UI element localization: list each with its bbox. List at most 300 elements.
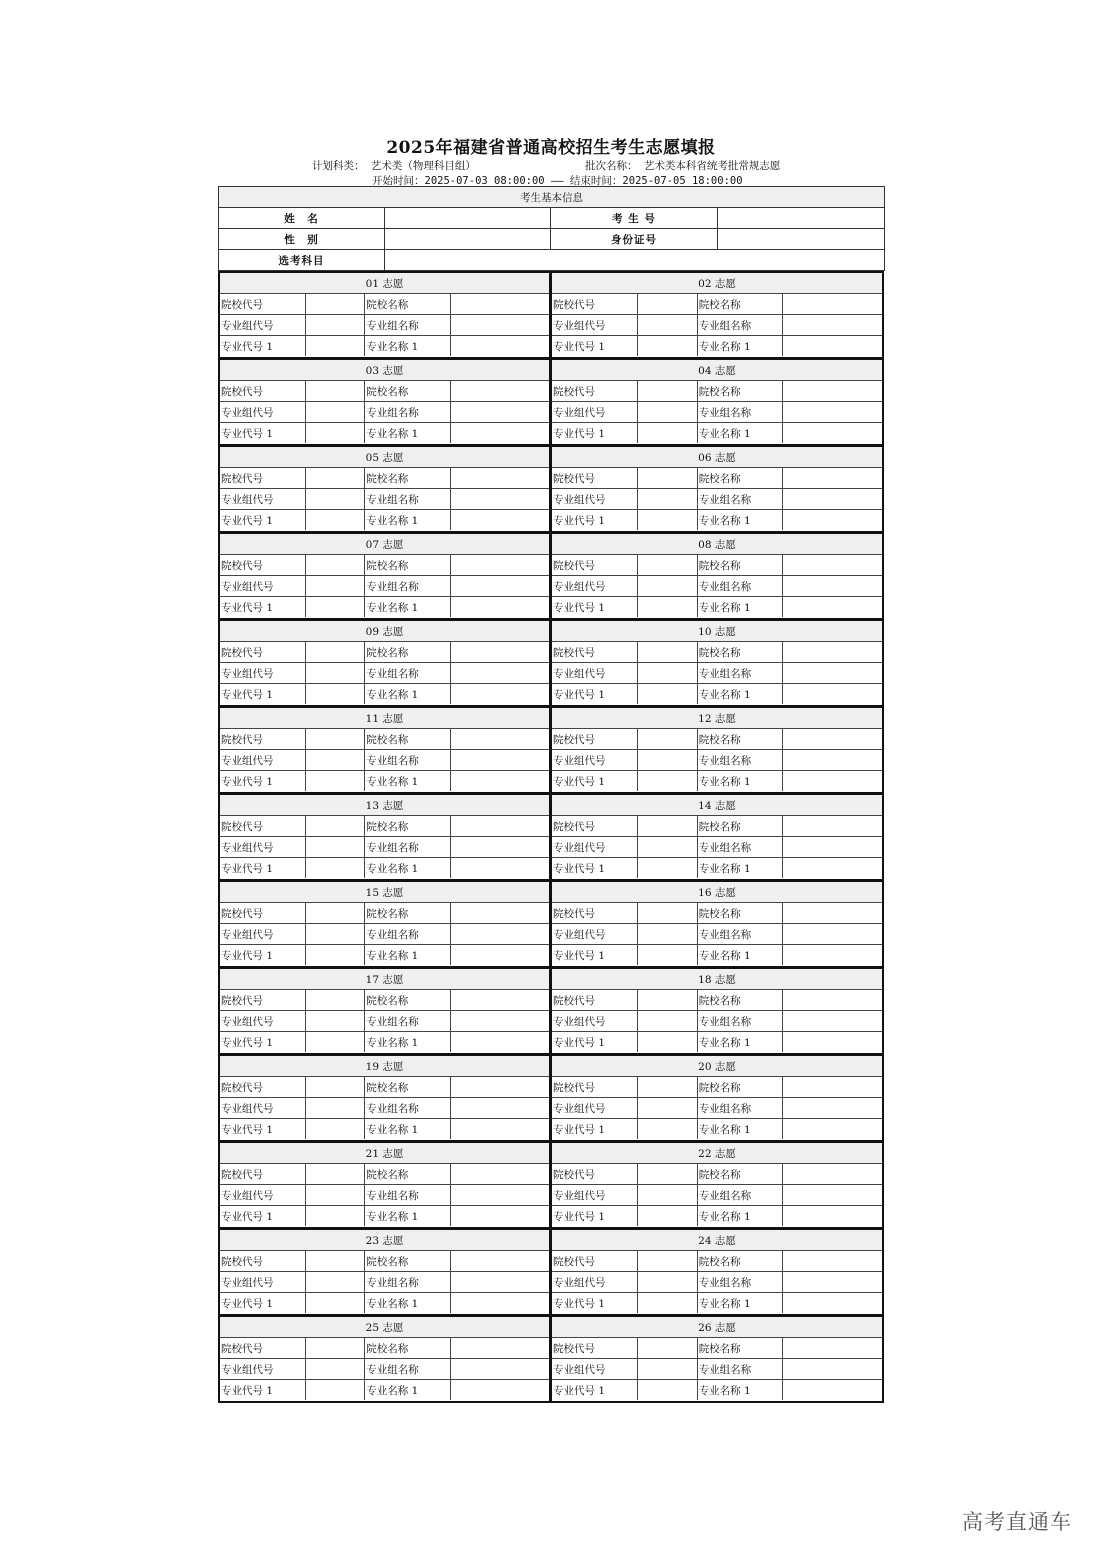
wish-table (552, 795, 882, 878)
major-name-field[interactable] (783, 1293, 882, 1314)
major-name-field[interactable] (450, 423, 549, 444)
major-name-field[interactable] (783, 423, 882, 444)
group-code-field[interactable] (306, 663, 365, 684)
major-code-field[interactable] (306, 423, 365, 444)
group-name-label: 专业组名称 (365, 402, 451, 423)
school-name-field[interactable] (450, 555, 549, 576)
school-name-field[interactable] (783, 990, 882, 1011)
group-name-label: 专业组名称 (697, 663, 783, 684)
major-name-label: 专业名称 1 (697, 1293, 783, 1314)
major-name-label: 专业名称 1 (697, 858, 783, 879)
wish-header (220, 1230, 549, 1251)
wish-header (552, 1230, 882, 1251)
school-code-label: 院校代号 (552, 642, 638, 663)
group-name-label: 专业组名称 (365, 315, 451, 336)
school-name-field[interactable] (783, 903, 882, 924)
school-code-field[interactable] (306, 468, 365, 489)
group-code-label: 专业组代号 (220, 1011, 306, 1032)
group-code-label: 专业组代号 (220, 402, 306, 423)
school-code-field[interactable] (306, 1338, 365, 1359)
school-name-field[interactable] (450, 381, 549, 402)
group-name-field[interactable] (450, 663, 549, 684)
school-code-label: 院校代号 (220, 1251, 306, 1272)
school-name-field[interactable] (450, 816, 549, 837)
group-name-field[interactable] (450, 924, 549, 945)
group-name-field[interactable] (783, 1011, 882, 1032)
group-name-label: 专业组名称 (365, 576, 451, 597)
school-name-field[interactable] (450, 1338, 549, 1359)
major-name-field[interactable] (783, 858, 882, 879)
wish-number: 24 (698, 1234, 712, 1247)
group-code-field[interactable] (638, 750, 697, 771)
school-code-field[interactable] (638, 1338, 697, 1359)
name-label: 姓 名 (219, 208, 385, 229)
major-name-field[interactable] (450, 1032, 549, 1053)
group-code-field[interactable] (306, 924, 365, 945)
school-code-field[interactable] (306, 555, 365, 576)
major-name-field[interactable] (783, 1032, 882, 1053)
major-name-field[interactable] (450, 771, 549, 792)
school-name-field[interactable] (783, 1251, 882, 1272)
school-name-field[interactable] (783, 729, 882, 750)
group-code-field[interactable] (306, 750, 365, 771)
wish-table (552, 1230, 882, 1313)
time-separator: —— (550, 175, 564, 187)
group-code-label: 专业组代号 (220, 924, 306, 945)
major-code-field[interactable] (306, 1032, 365, 1053)
major-name-label: 专业名称 1 (697, 1206, 783, 1227)
school-name-label: 院校名称 (697, 903, 783, 924)
school-code-field[interactable] (306, 642, 365, 663)
wish-block (218, 967, 551, 1055)
school-name-label: 院校名称 (697, 294, 783, 315)
wish-suffix: 志愿 (382, 364, 404, 377)
school-code-field[interactable] (306, 1077, 365, 1098)
wish-suffix: 志愿 (714, 1321, 736, 1334)
major-code-field[interactable] (638, 1119, 697, 1140)
group-name-field[interactable] (450, 837, 549, 858)
id-number-field[interactable] (718, 229, 885, 250)
group-code-field[interactable] (638, 315, 697, 336)
group-name-label: 专业组名称 (365, 489, 451, 510)
group-code-field[interactable] (638, 1359, 697, 1380)
school-code-field[interactable] (306, 903, 365, 924)
group-name-label: 专业组名称 (365, 1185, 451, 1206)
school-name-field[interactable] (450, 1164, 549, 1185)
group-name-field[interactable] (783, 1098, 882, 1119)
wish-number: 18 (698, 973, 712, 986)
school-code-label: 院校代号 (220, 642, 306, 663)
wish-table (552, 1056, 882, 1139)
group-code-field[interactable] (638, 837, 697, 858)
subjects-label: 选考科目 (219, 250, 385, 271)
group-code-field[interactable] (638, 663, 697, 684)
major-name-field[interactable] (450, 597, 549, 618)
application-form (218, 186, 884, 1403)
wish-suffix: 志愿 (382, 712, 404, 725)
major-code-field[interactable] (306, 597, 365, 618)
group-name-label: 专业组名称 (697, 315, 783, 336)
major-code-field[interactable] (638, 423, 697, 444)
group-name-field[interactable] (450, 1098, 549, 1119)
major-name-label: 专业名称 1 (697, 336, 783, 357)
group-name-field[interactable] (783, 750, 882, 771)
major-code-field[interactable] (306, 336, 365, 357)
major-code-field[interactable] (638, 597, 697, 618)
school-code-label: 院校代号 (552, 1164, 638, 1185)
group-code-field[interactable] (638, 1272, 697, 1293)
group-name-field[interactable] (450, 315, 549, 336)
wish-suffix: 志愿 (714, 451, 736, 464)
major-name-field[interactable] (783, 510, 882, 531)
major-name-field[interactable] (450, 684, 549, 705)
wish-table (220, 360, 549, 443)
school-code-label: 院校代号 (220, 1077, 306, 1098)
major-name-field[interactable] (783, 597, 882, 618)
group-code-field[interactable] (638, 1185, 697, 1206)
major-name-field[interactable] (450, 1119, 549, 1140)
wish-block (550, 793, 884, 881)
wish-number: 20 (698, 1060, 712, 1073)
school-code-field[interactable] (638, 1251, 697, 1272)
school-code-field[interactable] (638, 1164, 697, 1185)
end-time-label: 结束时间： (569, 175, 623, 187)
major-name-field[interactable] (783, 1380, 882, 1401)
major-name-label: 专业名称 1 (365, 945, 451, 966)
wish-block (550, 1054, 884, 1142)
major-code-label: 专业代号 1 (220, 771, 306, 792)
major-name-label: 专业名称 1 (365, 423, 451, 444)
wish-block (550, 1141, 884, 1229)
major-name-field[interactable] (450, 1293, 549, 1314)
major-name-field[interactable] (783, 684, 882, 705)
wish-grid (218, 272, 884, 1403)
major-name-field[interactable] (450, 1206, 549, 1227)
school-name-field[interactable] (450, 990, 549, 1011)
school-code-field[interactable] (306, 1251, 365, 1272)
school-name-label: 院校名称 (697, 729, 783, 750)
wish-block (218, 445, 551, 533)
major-name-label: 专业名称 1 (697, 945, 783, 966)
wish-number: 03 (365, 364, 380, 377)
major-name-field[interactable] (783, 771, 882, 792)
group-code-field[interactable] (306, 315, 365, 336)
school-name-label: 院校名称 (365, 816, 451, 837)
school-code-field[interactable] (638, 1077, 697, 1098)
wish-suffix: 志愿 (714, 1147, 736, 1160)
school-code-field[interactable] (306, 729, 365, 750)
group-code-field[interactable] (306, 1272, 365, 1293)
major-name-field[interactable] (783, 336, 882, 357)
school-code-label: 院校代号 (552, 729, 638, 750)
wish-number: 26 (698, 1321, 712, 1334)
group-name-field[interactable] (783, 1272, 882, 1293)
school-name-field[interactable] (783, 1338, 882, 1359)
group-code-field[interactable] (306, 1185, 365, 1206)
group-code-label: 专业组代号 (220, 1185, 306, 1206)
group-code-field[interactable] (638, 576, 697, 597)
group-code-field[interactable] (638, 402, 697, 423)
major-code-field[interactable] (638, 684, 697, 705)
group-name-field[interactable] (450, 576, 549, 597)
major-code-field[interactable] (306, 858, 365, 879)
wish-header (220, 795, 549, 816)
wish-suffix: 志愿 (714, 625, 736, 638)
wish-number: 05 (365, 451, 380, 464)
exam-no-field[interactable] (718, 208, 885, 229)
school-code-field[interactable] (638, 555, 697, 576)
major-code-field[interactable] (306, 1206, 365, 1227)
school-code-field[interactable] (638, 642, 697, 663)
wish-header (552, 360, 882, 381)
school-code-field[interactable] (638, 729, 697, 750)
school-name-field[interactable] (450, 903, 549, 924)
group-name-field[interactable] (783, 663, 882, 684)
major-code-field[interactable] (306, 684, 365, 705)
group-name-label: 专业组名称 (697, 1098, 783, 1119)
school-name-field[interactable] (783, 642, 882, 663)
major-code-label: 专业代号 1 (552, 423, 638, 444)
subjects-field[interactable] (385, 250, 885, 271)
group-code-field[interactable] (306, 1011, 365, 1032)
school-code-field[interactable] (638, 816, 697, 837)
batch-name (585, 158, 780, 173)
wish-block (550, 1228, 884, 1316)
group-code-field[interactable] (306, 489, 365, 510)
major-code-field[interactable] (306, 945, 365, 966)
group-name-field[interactable] (783, 837, 882, 858)
wish-table (552, 447, 882, 530)
group-code-label: 专业组代号 (220, 1272, 306, 1293)
major-code-label: 专业代号 1 (220, 945, 306, 966)
major-code-field[interactable] (306, 1293, 365, 1314)
major-code-field[interactable] (638, 1293, 697, 1314)
wish-header (220, 534, 549, 555)
school-name-label: 院校名称 (365, 729, 451, 750)
group-name-field[interactable] (783, 489, 882, 510)
group-name-field[interactable] (783, 924, 882, 945)
wish-number: 06 (698, 451, 712, 464)
school-code-field[interactable] (638, 903, 697, 924)
major-code-field[interactable] (638, 1380, 697, 1401)
school-name-field[interactable] (783, 1164, 882, 1185)
wish-suffix: 志愿 (382, 277, 404, 290)
group-code-label: 专业组代号 (220, 1098, 306, 1119)
group-name-field[interactable] (450, 402, 549, 423)
school-name-label: 院校名称 (697, 1164, 783, 1185)
wish-header (220, 969, 549, 990)
group-code-field[interactable] (638, 1011, 697, 1032)
major-code-label: 专业代号 1 (220, 1293, 306, 1314)
school-code-label: 院校代号 (220, 903, 306, 924)
school-name-field[interactable] (783, 468, 882, 489)
school-name-field[interactable] (450, 294, 549, 315)
wish-number: 01 (365, 277, 380, 290)
major-code-field[interactable] (306, 771, 365, 792)
major-name-field[interactable] (783, 945, 882, 966)
major-name-label: 专业名称 1 (365, 336, 451, 357)
school-code-field[interactable] (306, 990, 365, 1011)
major-code-label: 专业代号 1 (220, 423, 306, 444)
group-name-label: 专业组名称 (697, 489, 783, 510)
school-code-field[interactable] (306, 816, 365, 837)
school-code-field[interactable] (306, 381, 365, 402)
wish-header (552, 969, 882, 990)
group-name-field[interactable] (450, 489, 549, 510)
school-name-label: 院校名称 (365, 381, 451, 402)
group-name-field[interactable] (783, 576, 882, 597)
wish-number: 23 (365, 1234, 380, 1247)
group-name-label: 专业组名称 (697, 576, 783, 597)
school-name-field[interactable] (783, 555, 882, 576)
wish-header (220, 1317, 549, 1338)
group-code-field[interactable] (306, 576, 365, 597)
wish-number: 16 (698, 886, 712, 899)
wish-number: 07 (365, 538, 380, 551)
wish-suffix: 志愿 (382, 1321, 404, 1334)
school-code-label: 院校代号 (220, 990, 306, 1011)
major-name-field[interactable] (450, 336, 549, 357)
school-name-field[interactable] (783, 381, 882, 402)
major-name-field[interactable] (783, 1119, 882, 1140)
wish-block (218, 1141, 551, 1229)
school-name-label: 院校名称 (365, 990, 451, 1011)
major-code-label: 专业代号 1 (552, 684, 638, 705)
school-name-field[interactable] (783, 294, 882, 315)
student-info-table (218, 186, 885, 271)
major-name-field[interactable] (450, 510, 549, 531)
group-name-field[interactable] (450, 750, 549, 771)
group-code-label: 专业组代号 (220, 1359, 306, 1380)
wish-number: 15 (365, 886, 380, 899)
major-code-field[interactable] (638, 336, 697, 357)
school-code-label: 院校代号 (552, 1338, 638, 1359)
wish-header (552, 273, 882, 294)
wish-suffix: 志愿 (714, 1060, 736, 1073)
group-code-label: 专业组代号 (552, 576, 638, 597)
group-code-label: 专业组代号 (552, 1185, 638, 1206)
wish-block (218, 1228, 551, 1316)
wish-header (552, 447, 882, 468)
gender-field[interactable] (385, 229, 551, 250)
group-name-label: 专业组名称 (697, 1272, 783, 1293)
school-name-label: 院校名称 (365, 1077, 451, 1098)
major-code-label: 专业代号 1 (552, 771, 638, 792)
plan-type-value: 艺术类（物理科目组） (370, 160, 476, 172)
major-code-field[interactable] (306, 1380, 365, 1401)
group-name-field[interactable] (783, 1359, 882, 1380)
major-code-label: 专业代号 1 (552, 1032, 638, 1053)
group-code-field[interactable] (638, 924, 697, 945)
wish-table (552, 1143, 882, 1226)
group-code-label: 专业组代号 (552, 1359, 638, 1380)
major-code-field[interactable] (638, 945, 697, 966)
major-code-label: 专业代号 1 (552, 1380, 638, 1401)
wish-header (552, 795, 882, 816)
major-code-label: 专业代号 1 (220, 684, 306, 705)
major-code-field[interactable] (306, 1119, 365, 1140)
school-name-field[interactable] (450, 1251, 549, 1272)
group-code-label: 专业组代号 (220, 837, 306, 858)
school-code-field[interactable] (638, 381, 697, 402)
group-name-field[interactable] (450, 1359, 549, 1380)
school-name-field[interactable] (450, 642, 549, 663)
major-name-field[interactable] (450, 945, 549, 966)
group-code-field[interactable] (306, 402, 365, 423)
school-code-label: 院校代号 (220, 381, 306, 402)
group-code-field[interactable] (306, 1098, 365, 1119)
school-code-field[interactable] (638, 294, 697, 315)
wish-suffix: 志愿 (382, 1147, 404, 1160)
wish-block (218, 880, 551, 968)
school-name-label: 院校名称 (697, 642, 783, 663)
school-name-label: 院校名称 (365, 468, 451, 489)
group-code-field[interactable] (638, 489, 697, 510)
major-name-label: 专业名称 1 (365, 597, 451, 618)
group-code-label: 专业组代号 (552, 315, 638, 336)
school-name-field[interactable] (783, 816, 882, 837)
major-code-label: 专业代号 1 (220, 510, 306, 531)
major-code-field[interactable] (638, 858, 697, 879)
major-code-field[interactable] (638, 1206, 697, 1227)
wish-suffix: 志愿 (714, 799, 736, 812)
group-name-field[interactable] (450, 1185, 549, 1206)
school-name-field[interactable] (783, 1077, 882, 1098)
name-field[interactable] (385, 208, 551, 229)
school-code-label: 院校代号 (220, 294, 306, 315)
group-code-field[interactable] (306, 1359, 365, 1380)
group-name-field[interactable] (783, 1185, 882, 1206)
major-name-field[interactable] (783, 1206, 882, 1227)
wish-table (220, 1317, 549, 1400)
group-code-label: 专业组代号 (552, 750, 638, 771)
group-code-field[interactable] (638, 1098, 697, 1119)
group-code-label: 专业组代号 (220, 576, 306, 597)
group-name-field[interactable] (450, 1011, 549, 1032)
school-name-field[interactable] (450, 729, 549, 750)
major-code-field[interactable] (638, 510, 697, 531)
major-code-field[interactable] (638, 1032, 697, 1053)
major-name-label: 专业名称 1 (697, 1032, 783, 1053)
school-code-field[interactable] (638, 990, 697, 1011)
group-name-field[interactable] (783, 315, 882, 336)
group-name-field[interactable] (783, 402, 882, 423)
wish-suffix: 志愿 (382, 1234, 404, 1247)
major-code-field[interactable] (306, 510, 365, 531)
major-name-field[interactable] (450, 1380, 549, 1401)
major-name-field[interactable] (450, 858, 549, 879)
school-code-field[interactable] (638, 468, 697, 489)
school-code-label: 院校代号 (552, 468, 638, 489)
school-code-field[interactable] (306, 294, 365, 315)
school-name-field[interactable] (450, 1077, 549, 1098)
major-code-label: 专业代号 1 (552, 597, 638, 618)
school-code-label: 院校代号 (220, 555, 306, 576)
student-info-header: 考生基本信息 (219, 187, 885, 208)
wish-block (550, 706, 884, 794)
group-name-field[interactable] (450, 1272, 549, 1293)
wish-header (552, 1317, 882, 1338)
school-code-field[interactable] (306, 1164, 365, 1185)
page-title: 2025年福建省普通高校招生考生志愿填报 (386, 138, 716, 158)
group-code-field[interactable] (306, 837, 365, 858)
major-code-field[interactable] (638, 771, 697, 792)
wish-header (552, 708, 882, 729)
group-name-label: 专业组名称 (697, 1359, 783, 1380)
wish-table (552, 621, 882, 704)
school-name-field[interactable] (450, 468, 549, 489)
wish-block (218, 1315, 551, 1403)
